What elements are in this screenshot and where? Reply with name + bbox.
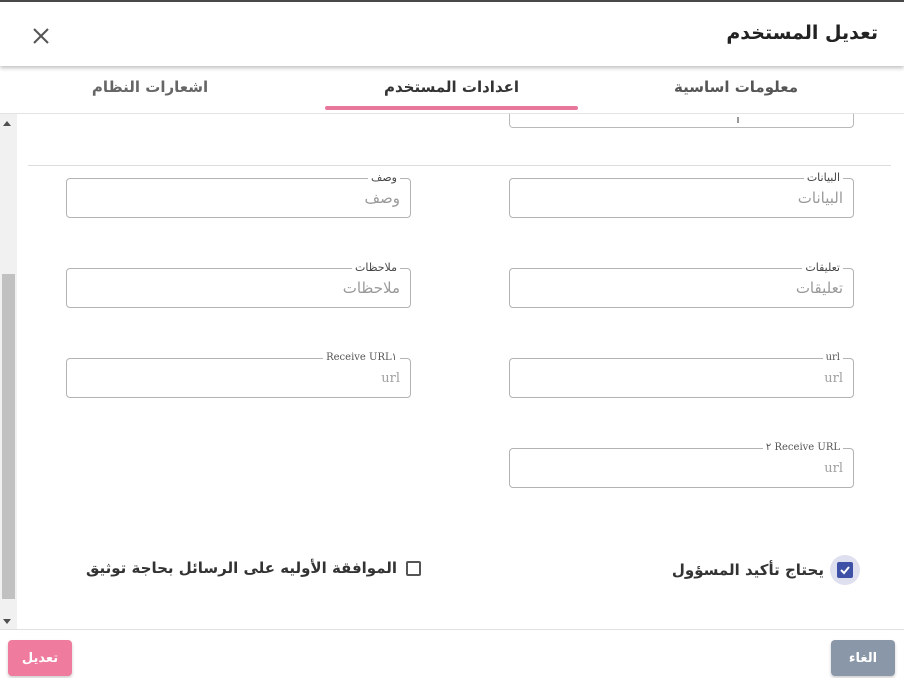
receive-url-1-input[interactable] — [77, 368, 400, 388]
section-divider — [28, 165, 891, 166]
tab-system-notifications[interactable]: اشعارات النظام — [91, 78, 209, 96]
receive-url-2-input[interactable] — [520, 458, 843, 478]
partial-field-above[interactable] — [509, 114, 854, 128]
close-icon[interactable] — [30, 25, 52, 47]
description-label: وصف — [368, 171, 400, 185]
tab-bar — [0, 66, 904, 114]
notes-input[interactable] — [77, 278, 400, 298]
dialog-footer — [0, 629, 904, 678]
receive-url-2-label: Receive URL ٢ — [763, 441, 843, 455]
description-field[interactable] — [66, 171, 411, 218]
data-label: البيانات — [804, 171, 843, 185]
edit-user-dialog — [0, 2, 904, 678]
data-field[interactable] — [509, 171, 854, 218]
dialog-header — [0, 2, 904, 66]
receive-url-1-label: Receive URL١ — [323, 351, 400, 365]
scroll-up-arrow-icon[interactable] — [3, 121, 11, 126]
admin-confirmation-label: يحتاج تأكيد المسؤول — [671, 561, 824, 579]
dialog-title: تعديل المستخدم — [726, 22, 878, 44]
notes-field[interactable] — [66, 261, 411, 308]
check-icon — [837, 562, 853, 578]
initial-approval-label: الموافقة الأوليه على الرسائل بحاجة توثيق — [86, 559, 398, 577]
scroll-down-arrow-icon[interactable] — [3, 619, 11, 624]
initial-approval-checkbox[interactable] — [406, 561, 421, 576]
receive-url-1-field[interactable] — [66, 352, 411, 398]
admin-confirmation-checkbox[interactable] — [830, 555, 860, 585]
comments-input[interactable] — [520, 278, 843, 298]
receive-url-2-field[interactable] — [509, 442, 854, 488]
admin-confirmation-option[interactable] — [672, 555, 860, 585]
active-tab-indicator — [325, 106, 578, 110]
edit-button[interactable]: تعديل — [8, 640, 72, 676]
description-input[interactable] — [77, 188, 400, 208]
tab-user-settings[interactable]: اعدادات المستخدم — [383, 78, 519, 96]
url-input[interactable] — [520, 368, 843, 388]
tab-basic-info[interactable]: معلومات اساسية — [674, 78, 798, 96]
data-input[interactable] — [520, 188, 843, 208]
url-field[interactable] — [509, 352, 854, 398]
initial-approval-option[interactable] — [86, 559, 421, 577]
cancel-button[interactable]: الغاء — [831, 640, 895, 676]
vertical-scrollbar[interactable] — [0, 114, 17, 629]
url-label: url — [823, 351, 843, 365]
scrollbar-thumb[interactable] — [2, 274, 15, 599]
notes-label: ملاحظات — [352, 261, 400, 275]
settings-form — [0, 114, 904, 629]
comments-label: تعليقات — [802, 261, 843, 275]
comments-field[interactable] — [509, 261, 854, 308]
